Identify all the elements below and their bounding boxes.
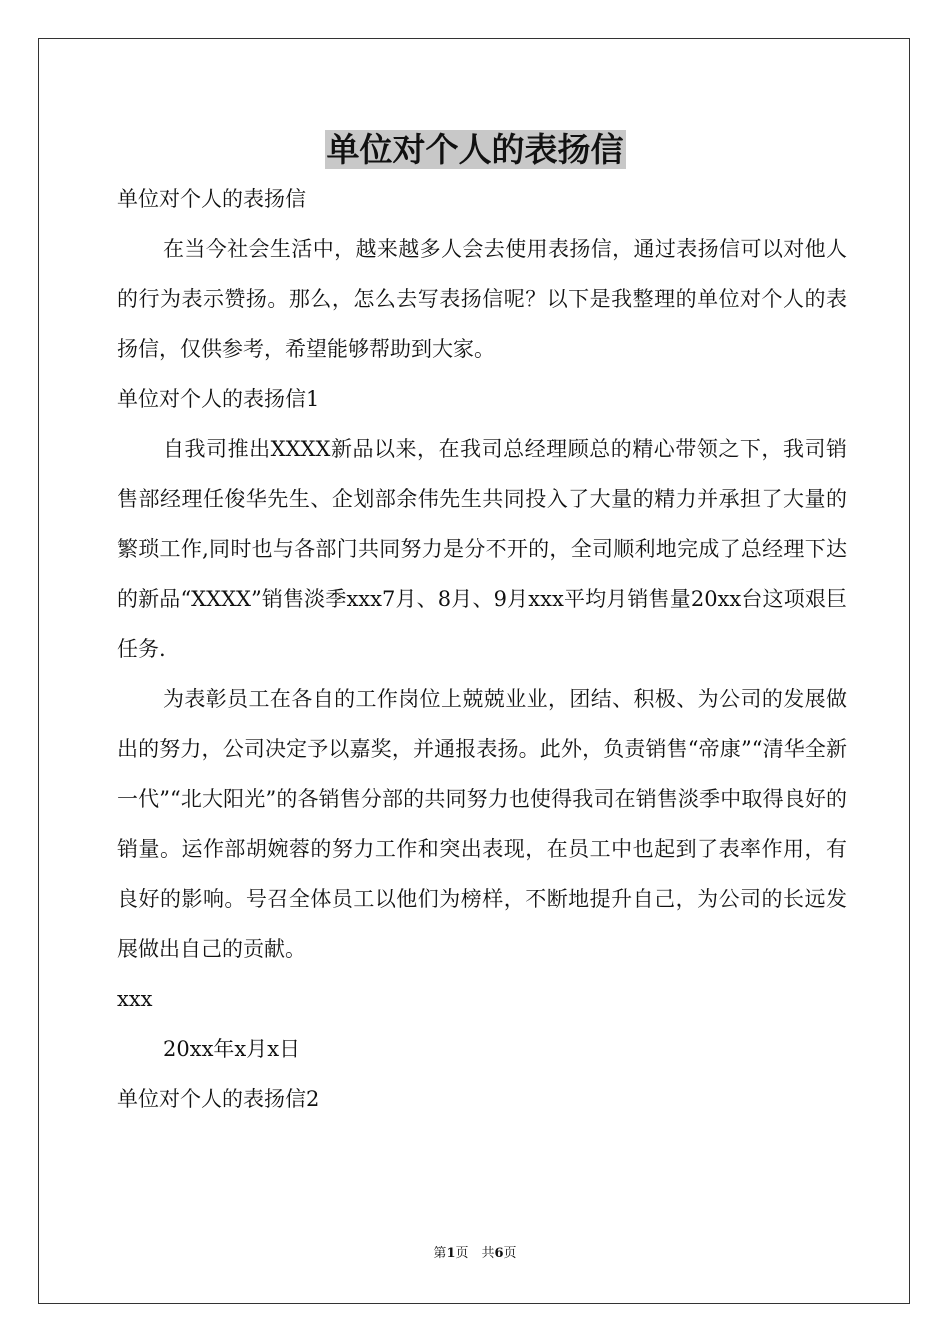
body-paragraph-2: 为表彰员工在各自的工作岗位上兢兢业业，团结、积极、为公司的发展做出的努力，公司决定予以嘉奖，并通报表扬。此外，负责销售“帝康”“清华全新一代”“北大阳光”的各销售分部的共同努力也使得我司在销售淡季中取得良好的销量。运作部胡婉蓉的努力工作和突出表现，在员工中也起到了表率作用，有良好的影响。号召全体员工以他们为榜样，不断地提升自己，为公司的长远发展做出自己的贡献。: [117, 687, 847, 961]
footer-page-prefix: 第: [433, 1246, 447, 1261]
document-body: [117, 174, 847, 1124]
footer-page-current: 1: [446, 1246, 456, 1261]
document-title: [0, 126, 950, 174]
section-heading-2: 单位对个人的表扬信2: [117, 1087, 320, 1111]
date-line: 20xx年x月x日: [163, 1037, 301, 1061]
document-title-text: 单位对个人的表扬信: [326, 130, 624, 169]
page-footer: [0, 1244, 950, 1264]
intro-paragraph: 在当今社会生活中，越来越多人会去使用表扬信，通过表扬信可以对他人的行为表示赞扬。那么，怎么去写表扬信呢？以下是我整理的单位对个人的表扬信，仅供参考，希望能够帮助到大家。: [117, 237, 847, 361]
signature: xxx: [117, 987, 153, 1011]
footer-page-total: 6: [494, 1246, 504, 1261]
footer-page-suffix: 页: [503, 1246, 517, 1261]
subtitle: 单位对个人的表扬信: [117, 187, 306, 211]
footer-page-mid: 页 共: [455, 1246, 495, 1261]
section-heading-1: 单位对个人的表扬信1: [117, 387, 320, 411]
body-paragraph-1: 自我司推出XXXX新品以来，在我司总经理顾总的精心带领之下，我司销售部经理任俊华先生、企划部余伟先生共同投入了大量的精力并承担了大量的繁琐工作,同时也与各部门共同努力是分不开的，全司顺利地完成了总经理下达的新品“XXXX”销售淡季xxx7月、8月、9月xxx平均月销售量20xx台这项艰巨任务.: [117, 437, 847, 661]
